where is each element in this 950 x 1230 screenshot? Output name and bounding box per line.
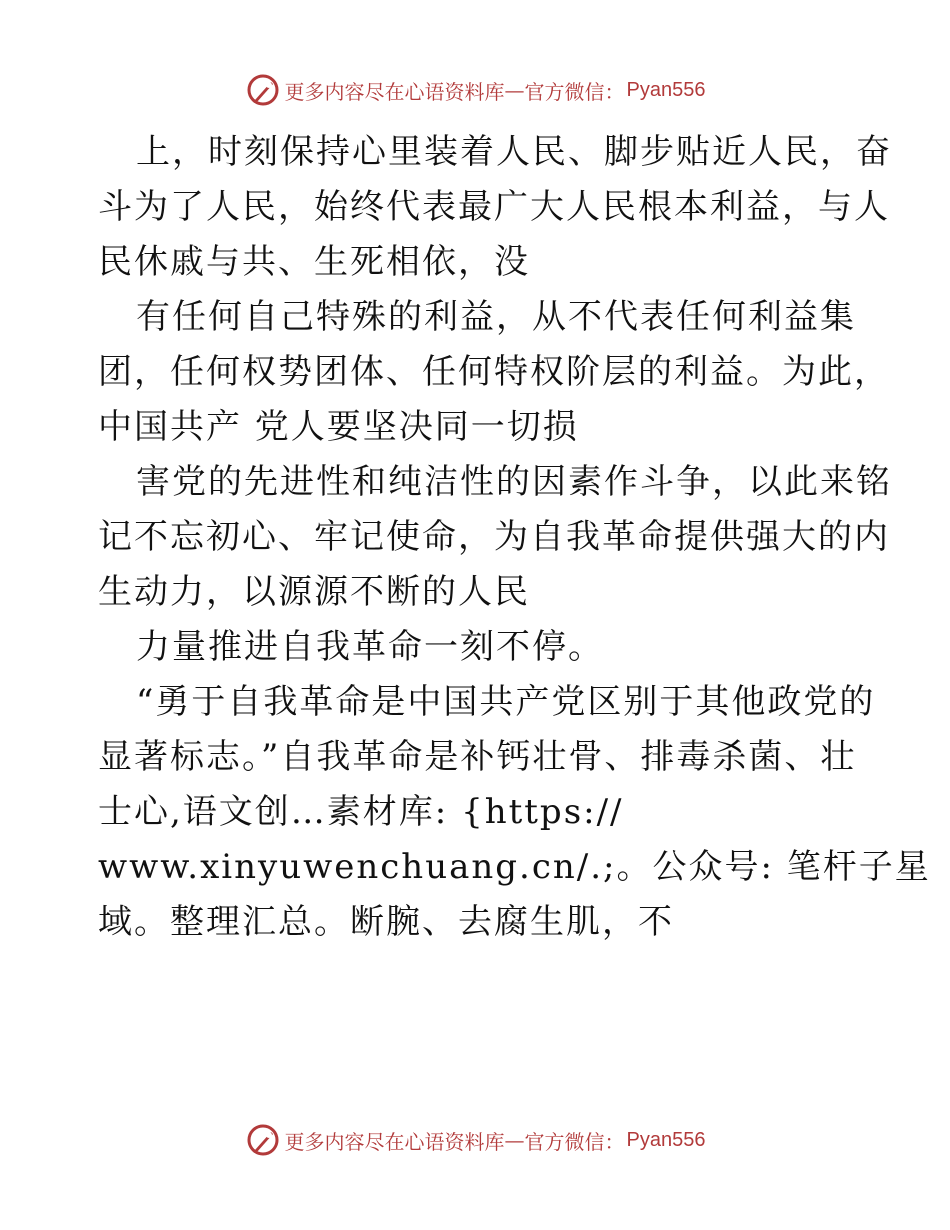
text-line: 中国共产 党人要坚决同一切损 bbox=[98, 407, 579, 447]
text-line: 显著标志。”自我革命是补钙壮骨、排毒杀菌、壮 bbox=[98, 737, 857, 777]
text-line: 团，任何权势团体、任何特权阶层的利益。为此， bbox=[98, 352, 890, 392]
text-line: 斗为了人民，始终代表最广大人民根本利益，与人 bbox=[98, 187, 890, 227]
paragraph-4 bbox=[98, 620, 858, 675]
text-line: 害党的先进性和纯洁性的因素作斗争，以此来铭 bbox=[136, 462, 892, 502]
header-wechat-id: Pyan556 bbox=[626, 78, 706, 101]
text-line: 记不忘初心、牢记使命，为自我革命提供强大的内 bbox=[98, 517, 890, 557]
header-wechat-label: 官方微信： bbox=[524, 79, 625, 104]
text-line: 有任何自己特殊的利益，从不代表任何利益集 bbox=[136, 297, 856, 337]
text-line: 力量推进自我革命一刻不停。 bbox=[136, 627, 604, 667]
pen-logo-icon bbox=[245, 1122, 281, 1158]
paragraph-5 bbox=[98, 675, 931, 950]
text-line: 上，时刻保持心里装着人民、脚步贴近人民，奋 bbox=[136, 132, 892, 172]
text-line: 生动力，以源源不断的人民 bbox=[98, 572, 530, 612]
text-line: 民休戚与共、生死相依，没 bbox=[98, 242, 530, 282]
header-site-text: 更多内容尽在心语资料库 bbox=[284, 79, 505, 104]
pen-logo-icon bbox=[245, 72, 281, 108]
text-line: “勇于自我革命是中国共产党区别于其他政党的 bbox=[136, 682, 876, 722]
footer-banner bbox=[0, 1120, 950, 1160]
paragraph-3 bbox=[98, 455, 892, 620]
footer-wechat-label: 官方微信： bbox=[524, 1129, 625, 1154]
footer-dash: — bbox=[504, 1128, 525, 1152]
header-banner bbox=[0, 70, 950, 110]
footer-wechat-id: Pyan556 bbox=[626, 1128, 706, 1151]
footer-site-text: 更多内容尽在心语资料库 bbox=[284, 1129, 505, 1154]
text-line: 域。整理汇总。断腕、去腐生肌，不 bbox=[98, 902, 674, 942]
text-line: www.xinyuwenchuang.cn/.;。公众号: 笔杆子星 bbox=[98, 847, 931, 887]
paragraph-1 bbox=[98, 125, 892, 290]
document-body bbox=[98, 125, 931, 950]
paragraph-2 bbox=[98, 290, 890, 455]
text-line: 士心,语文创…素材库: {https:// bbox=[98, 792, 624, 832]
header-dash: — bbox=[504, 78, 525, 102]
